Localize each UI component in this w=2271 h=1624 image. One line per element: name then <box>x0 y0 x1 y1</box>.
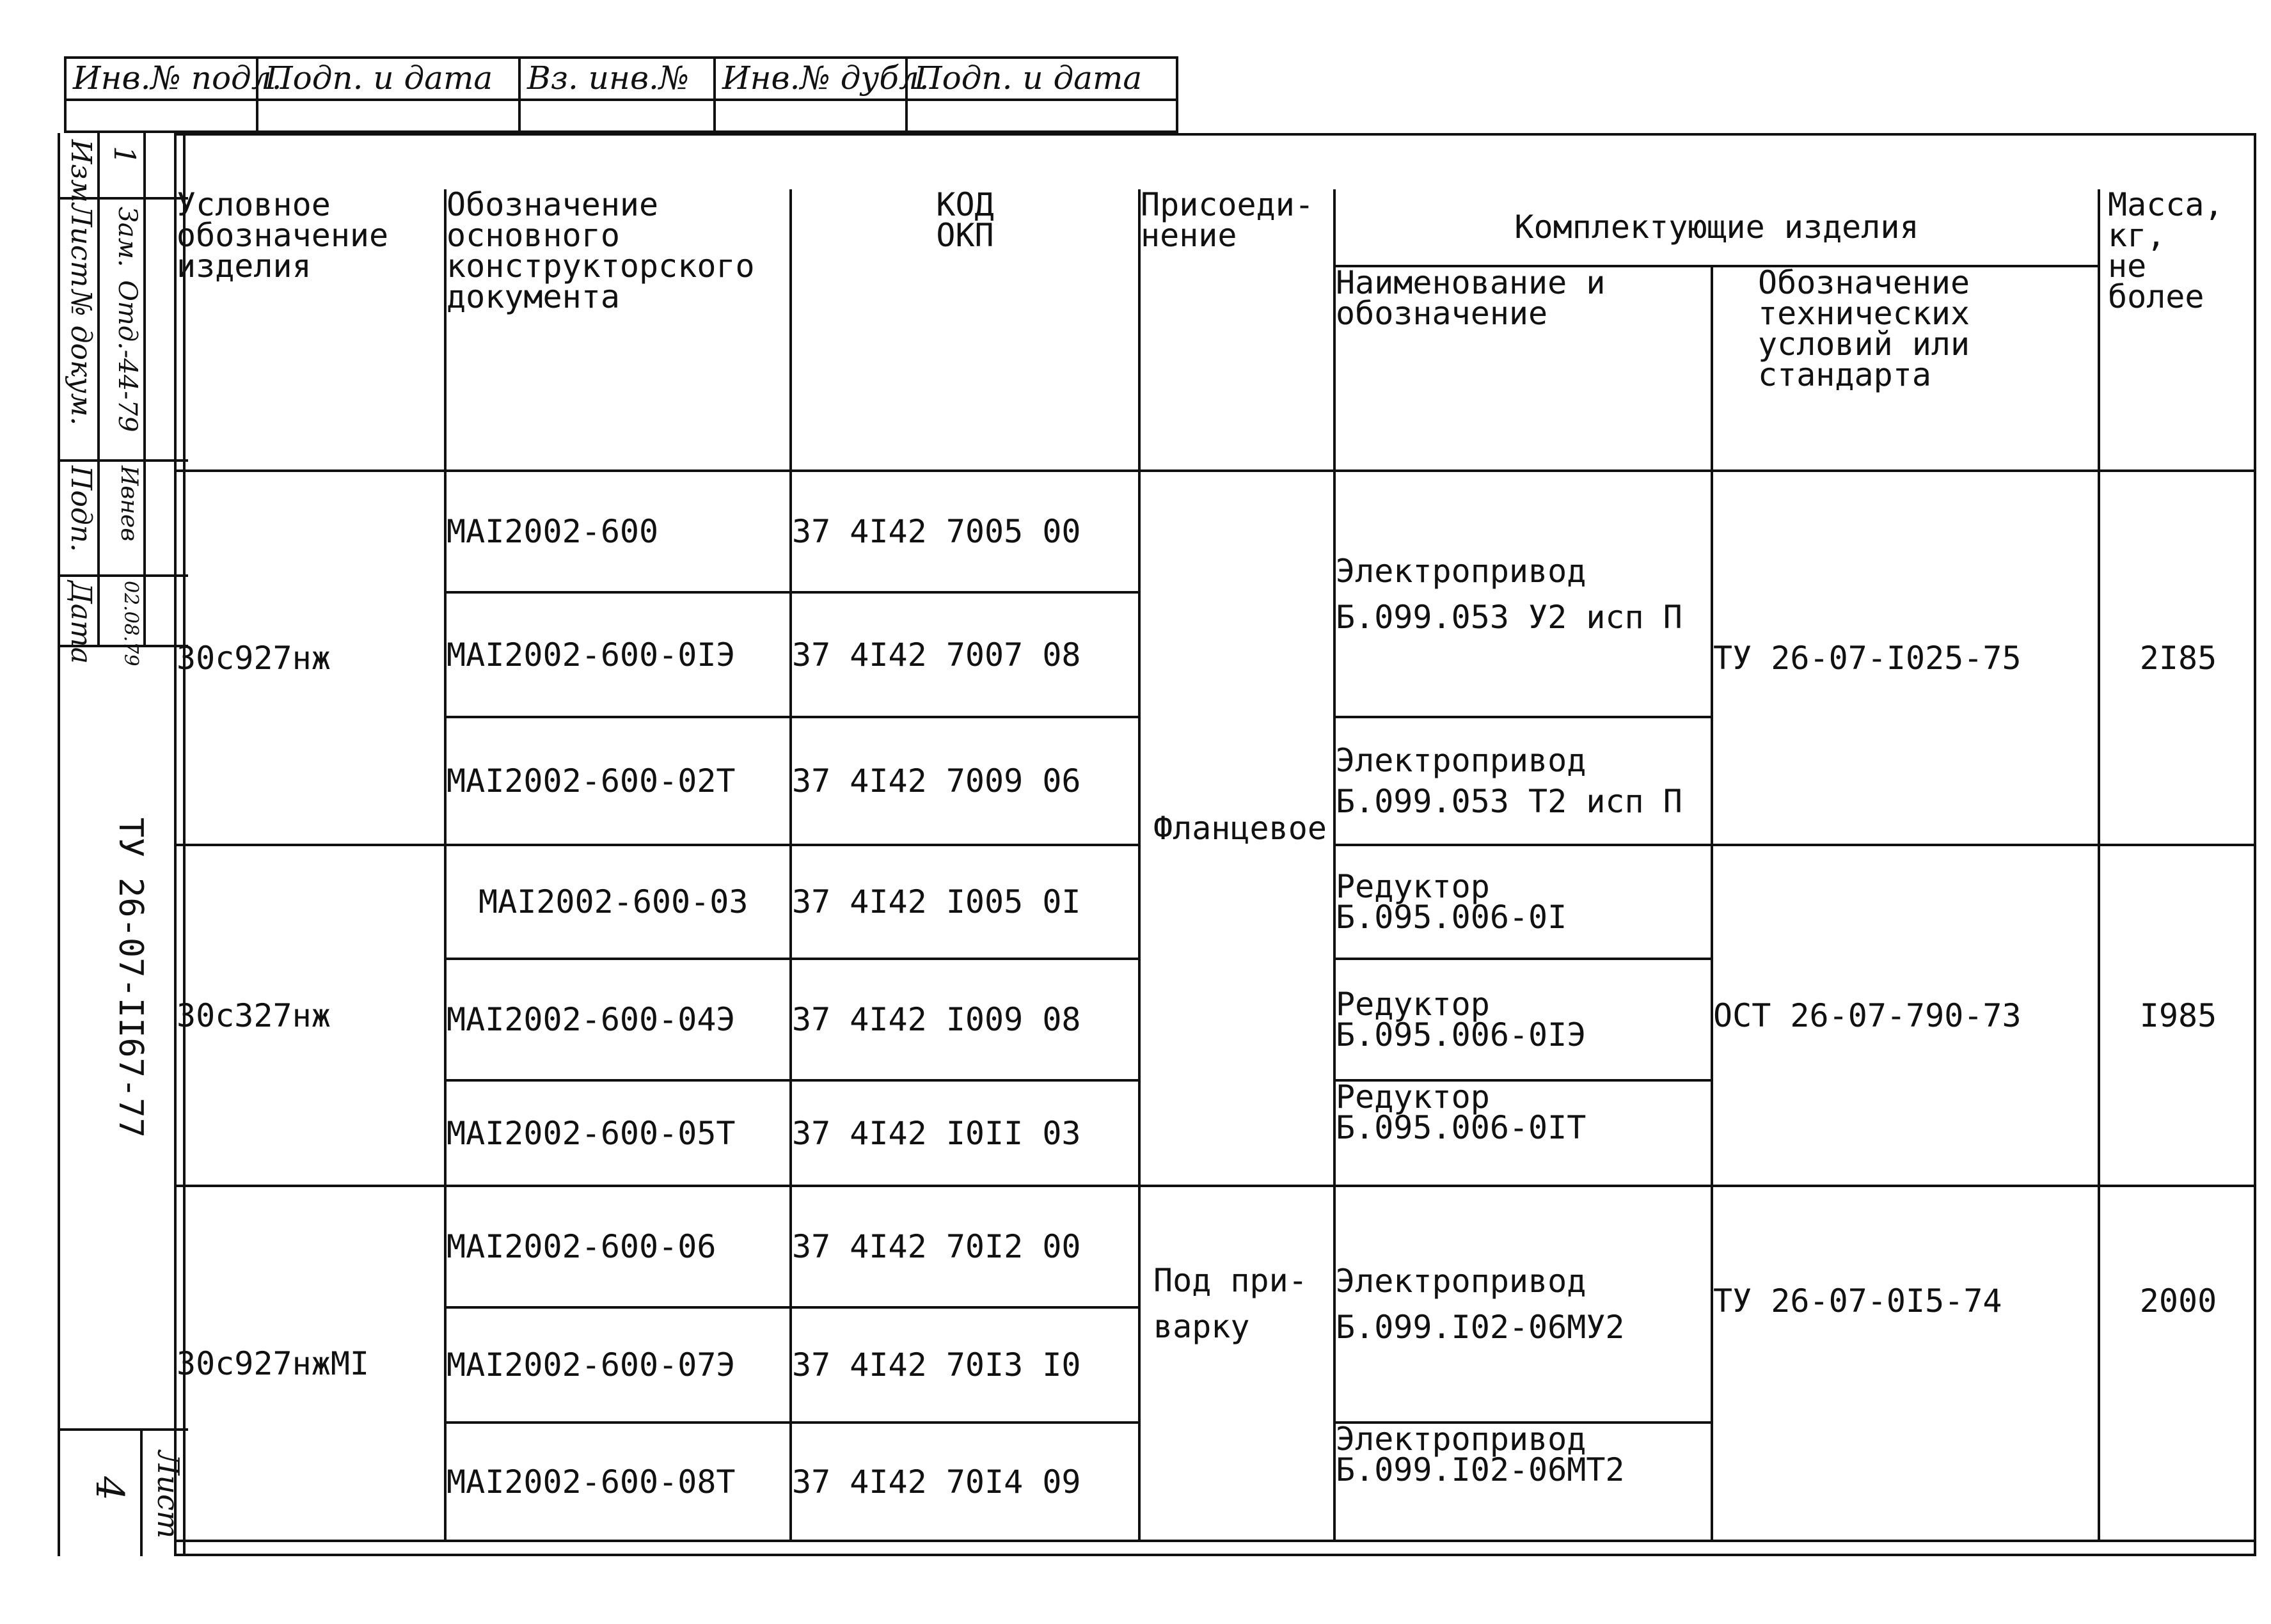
stamp-vz-inv: Вз. инв.№ <box>521 59 716 99</box>
group-3-mass: 2000 <box>2099 1186 2256 1541</box>
group-2-mass: I985 <box>2099 845 2256 1186</box>
stamp-strip <box>64 56 1178 133</box>
group-2-doc-3: МАI2002-600-05Т <box>445 1080 791 1186</box>
group-1-doc-3: МАI2002-600-02Т <box>445 717 791 845</box>
group-3-doc-1: МАI2002-600-06 <box>445 1186 791 1307</box>
margin-signature: Ивнев <box>116 466 142 542</box>
margin-list: Лист <box>65 203 97 288</box>
group-3-doc-3: МАI2002-600-08Т <box>445 1423 791 1541</box>
group-2-tu: ОСТ 26-07-790-73 <box>1712 845 2099 1186</box>
margin-izm: Изм <box>65 139 97 203</box>
group-1-okp-3: 37 4I42 7009 06 <box>791 717 1139 845</box>
group-3-doc-2: МАI2002-600-07Э <box>445 1307 791 1423</box>
group-2-doc-1: МАI2002-600-03 <box>445 845 791 959</box>
group-3-okp-3: 37 4I42 70I4 09 <box>791 1423 1139 1541</box>
margin-list-label: Лист <box>151 1451 186 1539</box>
margin-data: Дата <box>65 581 97 664</box>
stamp-podp-data-1: Подп. и дата <box>258 59 521 99</box>
stamp-inv-podl: Инв.№ подл. <box>67 59 258 99</box>
header-comp-name: Наименование и обозначение <box>1334 266 1712 471</box>
header-doc: Обозначение основного конструкторского документа <box>445 189 791 471</box>
group-3-tu: ТУ 26-07-0I5-74 <box>1712 1186 2099 1541</box>
margin-podp: Подп. <box>65 466 97 553</box>
group-3-designation: 30с927нжМI <box>177 1186 445 1541</box>
margin-sheet-number: 4 <box>87 1476 132 1501</box>
group-2-okp-2: 37 4I42 I009 08 <box>791 959 1139 1080</box>
main-frame <box>174 133 2256 1556</box>
left-margin-block <box>58 133 186 1556</box>
group-1-okp-2: 37 4I42 7007 08 <box>791 592 1139 717</box>
header-comp-tu: Обозначение технических условий или стандарта <box>1712 266 2099 471</box>
margin-rev-number: 1 <box>107 146 142 165</box>
spec-table <box>177 186 2256 1542</box>
group-3-okp-1: 37 4I42 70I2 00 <box>791 1186 1139 1307</box>
header-components: Комплектующие изделия <box>1334 189 2099 266</box>
group-2-designation: 30с327нж <box>177 845 445 1186</box>
group-1-doc-2: МАI2002-600-0IЭ <box>445 592 791 717</box>
group-2-okp-1: 37 4I42 I005 0I <box>791 845 1139 959</box>
header-okp: КОД ОКП <box>791 189 1139 471</box>
group-1-okp-1: 37 4I42 7005 00 <box>791 471 1139 592</box>
connection-weld: Под при- варку <box>1139 1186 1334 1541</box>
group-2-comp-1: Редуктор Б.095.006-0I <box>1334 845 1712 959</box>
connection-flange: Фланцевое <box>1139 471 1334 1186</box>
group-1-tu: ТУ 26-07-I025-75 <box>1712 471 2099 845</box>
group-3-comp-1: Электропривод Б.099.I02-06МУ2 <box>1334 1186 1712 1423</box>
group-2-okp-3: 37 4I42 I0II 03 <box>791 1080 1139 1186</box>
stamp-inv-dubl: Инв.№ дубл. <box>716 59 908 99</box>
group-2-comp-2: Редуктор Б.095.006-0IЭ <box>1334 959 1712 1080</box>
group-1-comp-1: Электропривод Б.099.053 У2 исп П <box>1334 471 1712 717</box>
header-designation: Условное обозначение изделия <box>177 189 445 471</box>
group-2-doc-2: МАI2002-600-04Э <box>445 959 791 1080</box>
margin-doc-no-label: № докум. <box>65 290 97 426</box>
stamp-row-empty <box>67 99 1176 136</box>
margin-date: 02.08.79 <box>120 581 142 666</box>
group-1-mass: 2I85 <box>2099 471 2256 845</box>
margin-zam: Зам. <box>113 207 142 267</box>
group-3-okp-2: 37 4I42 70I3 I0 <box>791 1307 1139 1423</box>
group-1-designation: 30с927нж <box>177 471 445 845</box>
group-3-comp-2: Электропривод Б.099.I02-06МТ2 <box>1334 1423 1712 1541</box>
margin-tu-designation: ТУ 26-07-II67-77 <box>111 817 150 1138</box>
group-1-comp-2: Электропривод Б.099.053 Т2 исп П <box>1334 717 1712 845</box>
header-connection: Присоеди- нение <box>1139 189 1334 471</box>
stamp-podp-data-2: Подп. и дата <box>914 59 1143 97</box>
margin-doc-no: Отд.-44-79 <box>113 280 142 432</box>
header-mass: Масса, кг, не более <box>2099 189 2256 471</box>
group-2-comp-3: Редуктор Б.095.006-0IТ <box>1334 1080 1712 1186</box>
group-1-doc-1: МАI2002-600 <box>445 471 791 592</box>
